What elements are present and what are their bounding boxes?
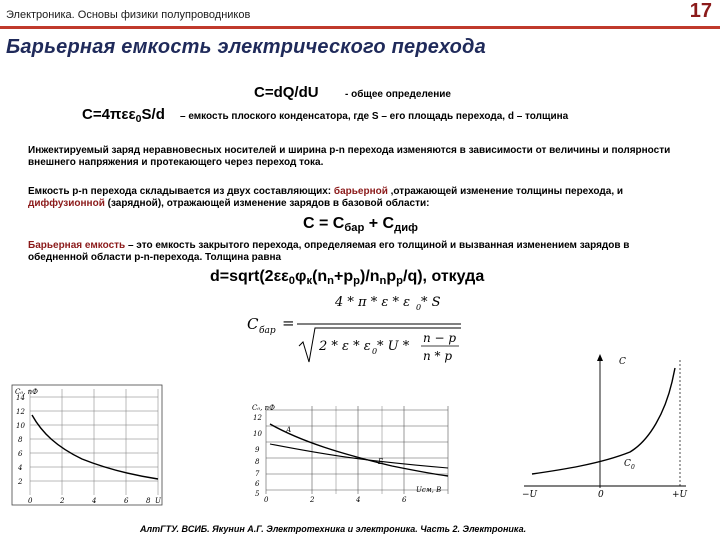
graph1-y-tick: 6: [18, 450, 23, 458]
formula-flat-capacitor-note: – емкость плоского конденсатора, где S – его площадь перехода, d – толщина: [180, 111, 569, 122]
graph3-y-label: C: [619, 357, 626, 367]
header-divider: [0, 26, 720, 29]
formula-lhs: C: [247, 315, 259, 333]
graph2-y-label: C₀, пФ: [252, 404, 275, 412]
formula-eq: =: [282, 314, 295, 332]
graph1-y-tick: 4: [18, 464, 23, 472]
graph1-y-tick: 2: [18, 478, 23, 486]
graph1-x-tick: U: [155, 497, 161, 505]
graph1-y-tick: 10: [16, 422, 25, 430]
paragraph-capacitance-components: Емкость p-n перехода складывается из двух составляющих: барьерной ,отражающей изменение толщины перехода, и диффузионной (зарядной), отражающей изменение зарядов в базовой области:: [28, 186, 624, 209]
graph1-y-tick: 8: [18, 436, 23, 444]
graph1-x-tick: 6: [124, 497, 129, 505]
formula-numerator-sub: 0: [416, 303, 422, 312]
footer: АлтГТУ. ВСИБ. Якунин А.Г. Электротехника и электроника. Часть 2. Электроника.: [140, 524, 527, 534]
graph1-y-label: C₀, пФ: [15, 388, 38, 396]
graph-capacitance-vs-voltage-1: [12, 385, 162, 505]
formula-den-mid: * U *: [377, 339, 410, 354]
graph2-y-tick: 10: [253, 430, 262, 438]
graph2-x-tick: 2: [310, 496, 315, 504]
page-title: Барьерная емкость электрического перехода: [6, 36, 486, 58]
formula-general: C=dQ/dU: [254, 84, 319, 101]
graph1-x-tick: 2: [60, 497, 65, 505]
formula-numerator-end: * S: [421, 295, 441, 310]
formula-general-note: - общее определение: [345, 89, 451, 100]
formula-thickness: $d=sqrt(2\varepsilon\varepsilon_0\varphi_к(n_n+p_p)/n_np_p/q)$, откуда: [210, 268, 485, 287]
graph1-x-tick: 4: [92, 497, 97, 505]
graph3-x-right: +U: [672, 490, 688, 500]
formula-capacitance-sum: $С = С_{бар} + С_{диф}$: [303, 215, 418, 234]
graph3-x-zero: 0: [598, 490, 604, 500]
formula-frac-num: n − p: [423, 331, 457, 345]
graph2-x-tick: 0: [264, 496, 269, 504]
graph1-y-tick: 12: [16, 408, 25, 416]
graph2-y-tick: 9: [255, 446, 260, 454]
graph2-y-tick: 6: [255, 480, 260, 488]
slide-number: 17: [689, 0, 712, 22]
graph2-x-tick: 4: [356, 496, 361, 504]
formula-numerator: 4 * π * ε * ε: [335, 295, 411, 310]
graph-capacitance-vs-voltage-2: [252, 402, 452, 502]
formula-lhs-sub: бар: [259, 326, 276, 336]
paragraph-barrier-capacitance: Барьерная емкость – это емкость закрытого перехода, определяемая его толщиной и вызванная изменением зарядов в обедненной области p-n-перехода. Толщина равна: [28, 240, 630, 263]
formula-flat-capacitor: С=4πεε$_0$S/d: [82, 106, 165, 125]
graph1-y-tick: 14: [16, 394, 25, 402]
graph2-curve-label: А: [286, 426, 292, 434]
graph2-curve-label: Б: [378, 458, 384, 466]
paragraph-injected-charge: Инжектируемый заряд неравновесных носителей и ширина p-n перехода изменяются в зависимости от величины и полярности внешнего напряжения и протекающего через переход тока.: [28, 145, 671, 168]
graph2-y-tick: 12: [253, 414, 262, 422]
formula-den-left: 2 * ε * ε: [319, 339, 371, 354]
graph2-y-tick: 5: [255, 490, 260, 498]
graph3-x-left: −U: [522, 490, 538, 500]
barrier-capacitance-formula: [245, 292, 465, 366]
graph2-y-tick: 7: [255, 470, 260, 478]
graph2-x-tick: 6: [402, 496, 407, 504]
graph3-c0-label: C: [624, 459, 631, 469]
formula-frac-den: n * p: [423, 349, 453, 363]
header-title: Электроника. Основы физики полупроводников: [6, 9, 251, 21]
graph1-x-tick: 0: [28, 497, 33, 505]
formula-den-sub: 0: [372, 347, 378, 356]
graph3-c0-sub: 0: [631, 464, 635, 471]
graph2-x-axis-label: Uсм, В: [416, 486, 442, 494]
graph-capacitance-characteristic: [520, 352, 690, 498]
graph2-y-tick: 8: [255, 458, 260, 466]
graph1-x-tick: 8: [146, 497, 151, 505]
